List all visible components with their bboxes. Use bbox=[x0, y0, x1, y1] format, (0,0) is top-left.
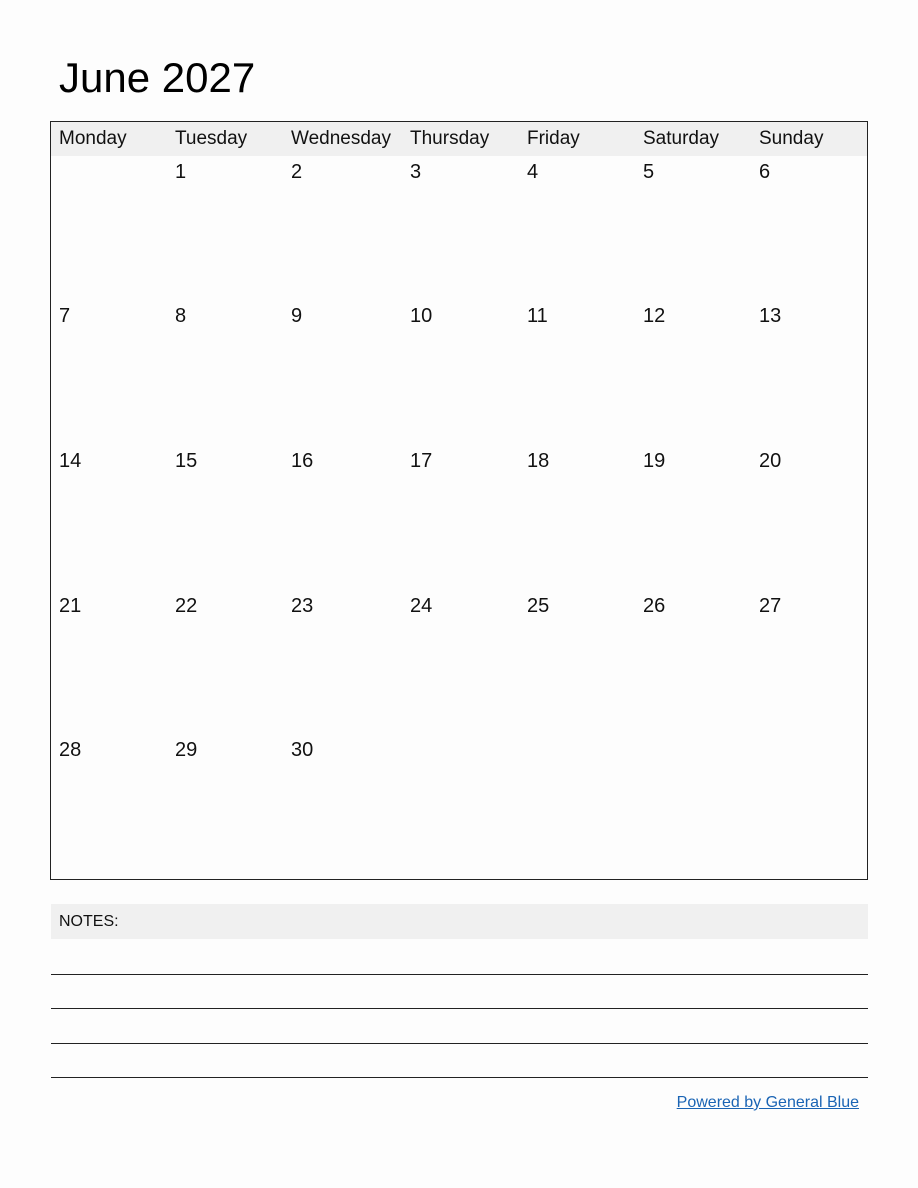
day-number: 7 bbox=[59, 305, 71, 327]
day-number: 21 bbox=[59, 595, 82, 617]
day-cell bbox=[410, 300, 526, 444]
weekday-tuesday: Tuesday bbox=[175, 128, 248, 149]
day-cell bbox=[643, 300, 759, 444]
day-cell bbox=[59, 156, 175, 300]
day-cell bbox=[643, 156, 759, 300]
day-cell bbox=[175, 300, 291, 444]
day-cell bbox=[410, 590, 526, 734]
day-cell bbox=[759, 156, 875, 300]
weekday-sunday: Sunday bbox=[759, 128, 824, 149]
day-cell bbox=[410, 445, 526, 589]
day-cell bbox=[291, 156, 407, 300]
day-cell bbox=[175, 445, 291, 589]
page-title: June 2027 bbox=[59, 54, 256, 101]
day-cell bbox=[291, 445, 407, 589]
weekday-friday: Friday bbox=[527, 128, 580, 149]
day-number: 18 bbox=[527, 450, 550, 472]
weekday-thursday: Thursday bbox=[410, 128, 490, 149]
day-cell bbox=[59, 734, 175, 878]
day-number: 23 bbox=[291, 595, 314, 617]
day-number: 11 bbox=[527, 305, 548, 327]
day-cell bbox=[527, 590, 643, 734]
day-cell bbox=[643, 590, 759, 734]
day-number: 2 bbox=[291, 161, 303, 183]
day-number: 19 bbox=[643, 450, 666, 472]
day-number: 22 bbox=[175, 595, 198, 617]
notes-label: NOTES: bbox=[59, 913, 119, 930]
note-line bbox=[51, 1077, 868, 1078]
day-number: 25 bbox=[527, 595, 550, 617]
day-number: 9 bbox=[291, 305, 303, 327]
day-number: 6 bbox=[759, 161, 771, 183]
day-cell bbox=[527, 300, 643, 444]
powered-by-link[interactable]: Powered by General Blue bbox=[676, 1094, 859, 1111]
day-cell bbox=[175, 590, 291, 734]
day-cell bbox=[175, 156, 291, 300]
day-cell bbox=[759, 590, 875, 734]
day-cell bbox=[759, 445, 875, 589]
day-cell bbox=[59, 300, 175, 444]
weekday-monday: Monday bbox=[59, 128, 127, 149]
day-number: 12 bbox=[643, 305, 666, 327]
day-cell bbox=[175, 734, 291, 878]
weekday-header-row bbox=[51, 122, 867, 156]
day-number: 30 bbox=[291, 739, 314, 761]
day-number: 1 bbox=[175, 161, 187, 183]
day-cell bbox=[291, 300, 407, 444]
day-number: 10 bbox=[410, 305, 433, 327]
day-cell bbox=[643, 445, 759, 589]
weekday-wednesday: Wednesday bbox=[291, 128, 391, 149]
day-number: 14 bbox=[59, 450, 82, 472]
notes-header bbox=[51, 904, 868, 939]
day-cell bbox=[291, 590, 407, 734]
day-number: 5 bbox=[643, 161, 655, 183]
day-number: 27 bbox=[759, 595, 782, 617]
note-line bbox=[51, 1043, 868, 1044]
day-number: 4 bbox=[527, 161, 539, 183]
day-cell bbox=[527, 156, 643, 300]
weekday-saturday: Saturday bbox=[643, 128, 720, 149]
day-number: 8 bbox=[175, 305, 187, 327]
day-cell bbox=[410, 156, 526, 300]
day-cell bbox=[527, 734, 643, 878]
day-cell bbox=[59, 590, 175, 734]
note-line bbox=[51, 1008, 868, 1009]
day-number: 17 bbox=[410, 450, 433, 472]
day-number: 3 bbox=[410, 161, 422, 183]
note-line bbox=[51, 974, 868, 975]
day-cell bbox=[59, 445, 175, 589]
day-cell bbox=[291, 734, 407, 878]
day-number: 26 bbox=[643, 595, 666, 617]
day-number: 13 bbox=[759, 305, 782, 327]
day-cell bbox=[759, 300, 875, 444]
day-number: 16 bbox=[291, 450, 314, 472]
day-number: 28 bbox=[59, 739, 82, 761]
day-cell bbox=[410, 734, 526, 878]
day-number: 29 bbox=[175, 739, 198, 761]
day-cell bbox=[643, 734, 759, 878]
calendar-grid bbox=[50, 121, 868, 880]
day-cell bbox=[527, 445, 643, 589]
day-number: 15 bbox=[175, 450, 198, 472]
day-cell bbox=[759, 734, 875, 878]
day-number: 24 bbox=[410, 595, 433, 617]
day-number: 20 bbox=[759, 450, 782, 472]
